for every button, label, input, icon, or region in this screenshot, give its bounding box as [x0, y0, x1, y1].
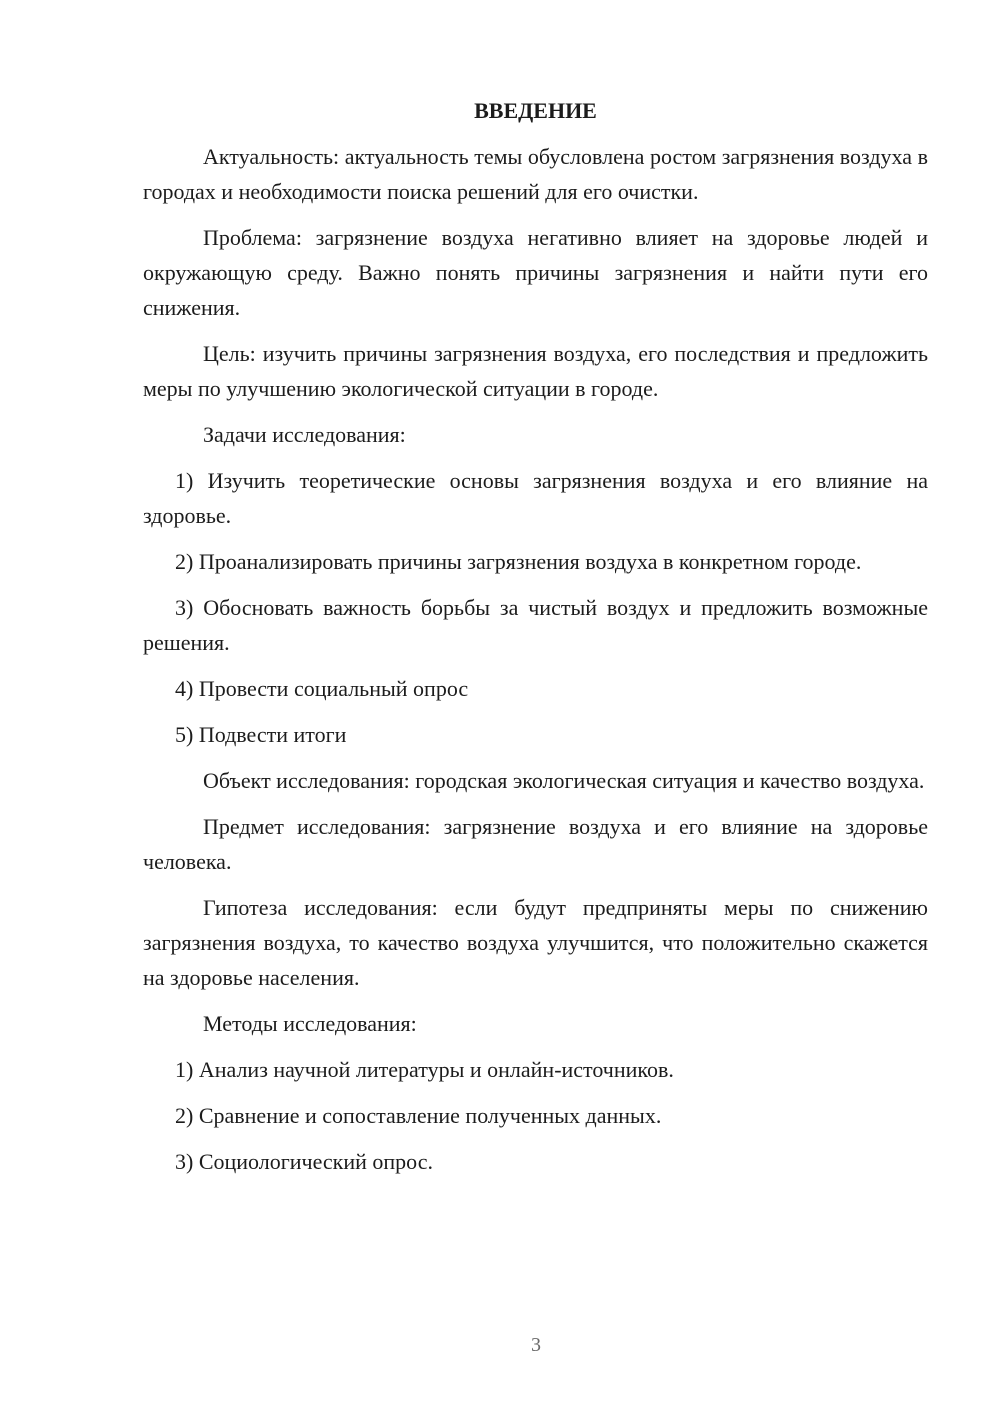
task-item-4: 4) Провести социальный опрос — [175, 676, 469, 701]
tasks-heading: Задачи исследования: — [203, 422, 406, 447]
task-item-3: 3) Обосновать важность борьбы за чистый воздух и предложить возможные решения. — [143, 595, 928, 655]
goal-paragraph: Цель: изучить причины загрязнения воздуха, его последствия и предложить меры по улучшению экологической ситуации в городе. — [143, 341, 928, 401]
method-item-1: 1) Анализ научной литературы и онлайн-источников. — [175, 1057, 674, 1082]
subject-paragraph: Предмет исследования: загрязнение воздуха и его влияние на здоровье человека. — [143, 814, 928, 874]
hypothesis-paragraph: Гипотеза исследования: если будут предприняты меры по снижению загрязнения воздуха, то качество воздуха улучшится, что положительно скажется на здоровье населения. — [143, 895, 928, 990]
problem-paragraph: Проблема: загрязнение воздуха негативно влияет на здоровье людей и окружающую среду. Важно понять причины загрязнения и найти пути его снижения. — [143, 225, 928, 320]
methods-heading: Методы исследования: — [203, 1011, 417, 1036]
relevance-paragraph: Актуальность: актуальность темы обусловлена ростом загрязнения воздуха в городах и необходимости поиска решений для его очистки. — [143, 144, 928, 204]
task-item-5: 5) Подвести итоги — [175, 722, 347, 747]
method-item-3: 3) Социологический опрос. — [175, 1149, 433, 1174]
task-item-2: 2) Проанализировать причины загрязнения воздуха в конкретном городе. — [175, 549, 862, 574]
method-item-2: 2) Сравнение и сопоставление полученных данных. — [175, 1103, 662, 1128]
section-heading: ВВЕДЕНИЕ — [474, 98, 597, 123]
page-number: 3 — [531, 1334, 541, 1356]
object-paragraph: Объект исследования: городская экологическая ситуация и качество воздуха. — [203, 768, 925, 793]
page-content — [143, 93, 928, 1190]
task-item-1: 1) Изучить теоретические основы загрязнения воздуха и его влияние на здоровье. — [143, 468, 928, 528]
